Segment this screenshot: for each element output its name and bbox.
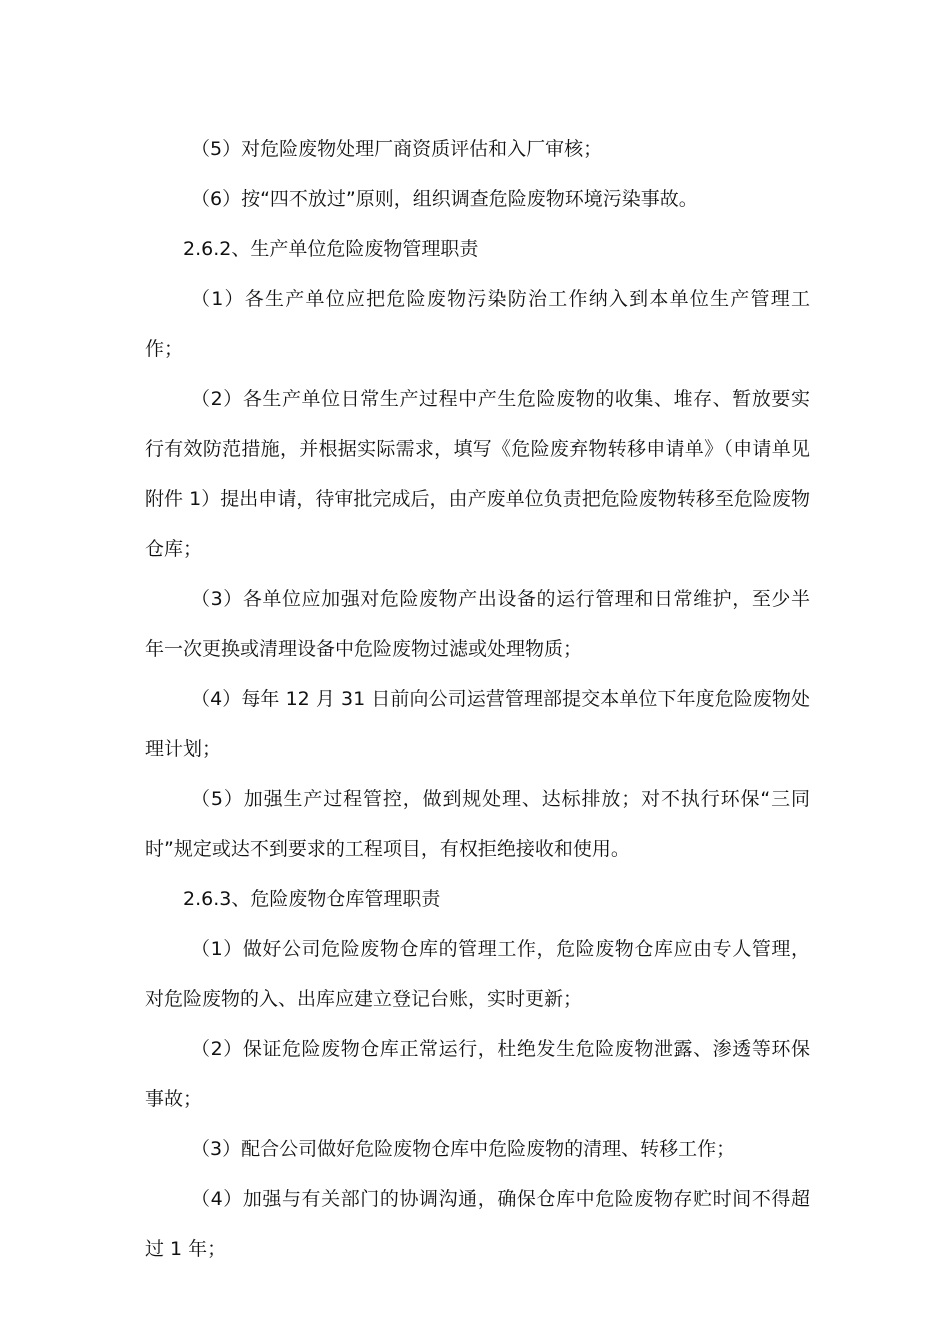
paragraph: （1）各生产单位应把危险废物污染防治工作纳入到本单位生产管理工作； [145,288,810,360]
paragraph: （2）各生产单位日常生产过程中产生危险废物的收集、堆存、暂放要实行有效防范措施，并根据实际需求，填写《危险废弃物转移申请单》（申请单见附件 1）提出申请，待审批完成后，由产废单位负责把危险废物转移至危险废物仓库； [145,388,810,560]
paragraph: （3）配合公司做好危险废物仓库中危险废物的清理、转移工作； [191,1138,736,1160]
paragraph: （6）按“四不放过”原则，组织调查危险废物环境污染事故。 [191,188,698,210]
paragraph: （4）加强与有关部门的协调沟通，确保仓库中危险废物存贮时间不得超过 1 年； [145,1188,810,1260]
paragraph: （5）加强生产过程管控，做到规处理、达标排放；对不执行环保“三同时”规定或达不到要求的工程项目，有权拒绝接收和使用。 [145,788,810,860]
section-heading: 2.6.2、生产单位危险废物管理职责 [183,238,479,260]
paragraph: （1）做好公司危险废物仓库的管理工作，危险废物仓库应由专人管理，对危险废物的入、出库应建立登记台账，实时更新； [145,938,810,1010]
paragraph: （3）各单位应加强对危险废物产出设备的运行管理和日常维护，至少半年一次更换或清理设备中危险废物过滤或处理物质； [145,588,810,660]
document-body [145,124,810,1274]
paragraph: （5）对危险废物处理厂商资质评估和入厂审核； [191,138,603,160]
paragraph: （4）每年 12 月 31 日前向公司运营管理部提交本单位下年度危险废物处理计划； [145,688,810,760]
section-heading: 2.6.3、危险废物仓库管理职责 [183,888,441,910]
paragraph: （2）保证危险废物仓库正常运行，杜绝发生危险废物泄露、渗透等环保事故； [145,1038,810,1110]
